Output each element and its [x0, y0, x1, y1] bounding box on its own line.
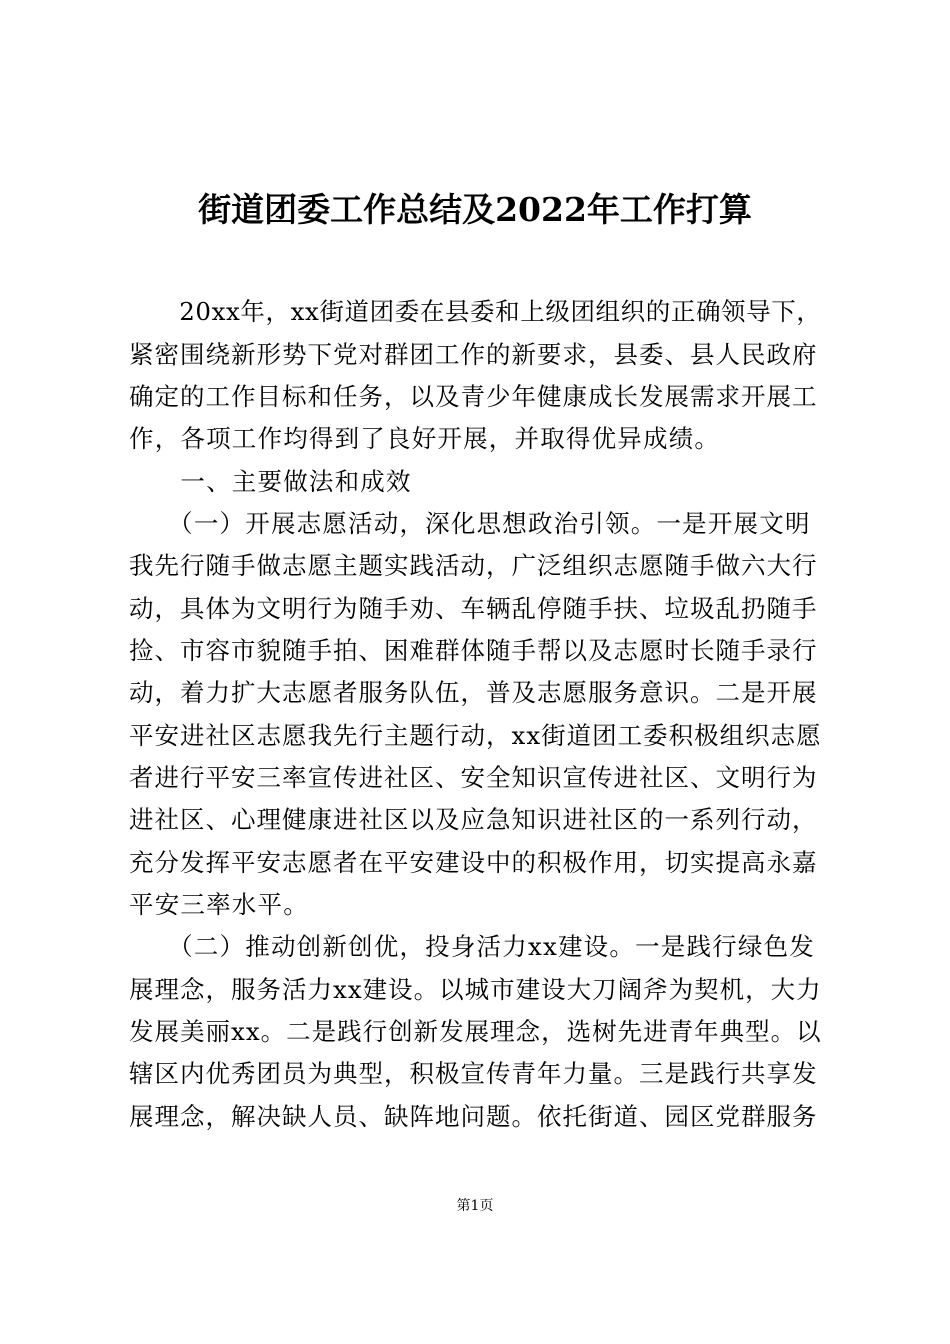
section-heading: 一、主要做法和成效: [129, 467, 412, 496]
body-line: 展理念，服务活力xx建设。以城市建设大刀阔斧为契机，大力: [129, 975, 822, 1004]
body-line: 平安进社区志愿我先行主题行动，xx街道团工委积极组织志愿: [129, 721, 822, 750]
body-line: 展理念，解决缺人员、缺阵地问题。依托街道、园区党群服务: [129, 1102, 818, 1131]
document-title: 街道团委工作总结及2022年工作打算: [198, 190, 752, 229]
body-line: 者进行平安三率宣传进社区、安全知识宣传进社区、文明行为: [129, 763, 818, 792]
body-line: 动，着力扩大志愿者服务队伍，普及志愿服务意识。二是开展: [129, 678, 818, 707]
body-line: 平安三率水平。: [129, 890, 309, 919]
body-line: （一）开展志愿活动，深化思想政治引领。一是开展文明: [129, 509, 811, 538]
body-line: 20xx年，xx街道团委在县委和上级团组织的正确领导下，: [129, 297, 822, 326]
body-line: 进社区、心理健康进社区以及应急知识进社区的一系列行动，: [129, 805, 818, 834]
page-number: 第1页: [456, 1198, 494, 1214]
body-line: 我先行随手做志愿主题实践活动，广泛组织志愿随手做六大行: [129, 551, 818, 580]
body-line: 确定的工作目标和任务，以及青少年健康成长发展需求开展工: [129, 382, 818, 411]
body-line: 辖区内优秀团员为典型，积极宣传青年力量。三是践行共享发: [129, 1059, 818, 1088]
body-line: （二）推动创新创优，投身活力xx建设。一是践行绿色发: [129, 932, 815, 961]
body-line: 动，具体为文明行为随手劝、车辆乱停随手扶、垃圾乱扔随手: [129, 594, 818, 623]
body-line: 紧密围绕新形势下党对群团工作的新要求，县委、县人民政府: [129, 340, 818, 369]
body-line: 充分发挥平安志愿者在平安建设中的积极作用，切实提高永嘉: [129, 848, 818, 877]
body-line: 捡、市容市貌随手拍、困难群体随手帮以及志愿时长随手录行: [129, 636, 818, 665]
body-line: 发展美丽xx。二是践行创新发展理念，选树先进青年典型。以: [129, 1017, 822, 1046]
body-line: 作，各项工作均得到了良好开展，并取得优异成绩。: [129, 424, 721, 453]
